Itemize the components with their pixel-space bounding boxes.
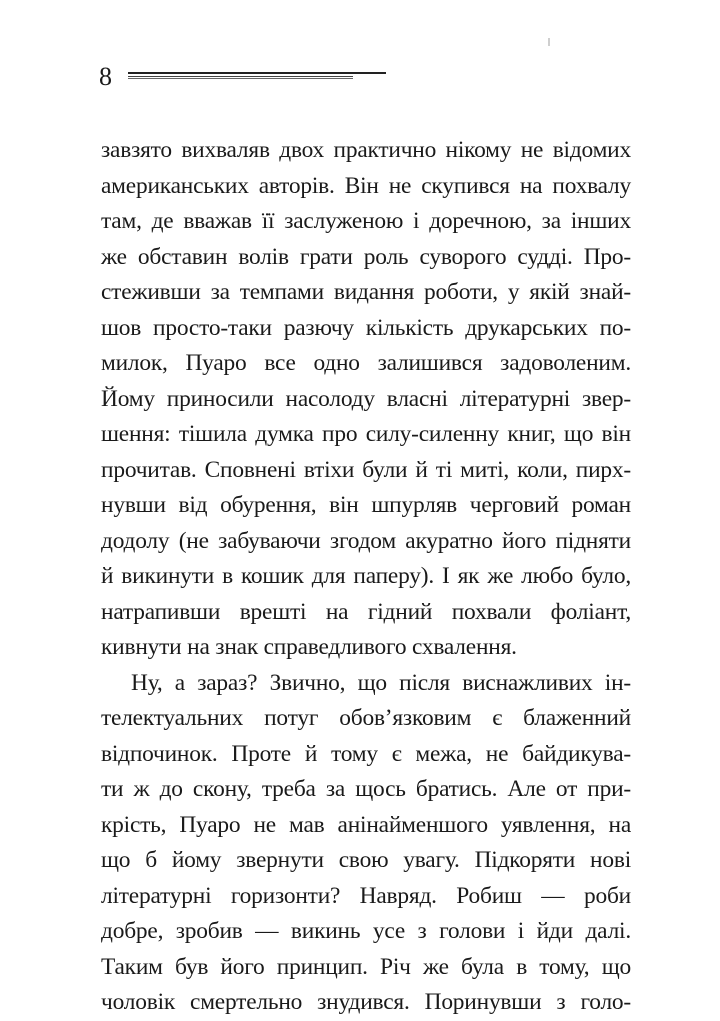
header-rule-line-1 — [128, 72, 386, 74]
text-line: літературні горизонти? Навряд. Робиш — роби — [101, 882, 631, 909]
text-line: шов просто-таки разючу кількість друкарських по- — [101, 314, 631, 341]
text-line: там, де вважав її заслуженою і доречною, за інших — [101, 208, 631, 234]
text-line: ти ж до скону, треба за щось братись. Але от при- — [101, 776, 631, 802]
scan-speck — [548, 38, 550, 46]
body-text — [101, 133, 631, 1021]
text-line: же обставин волів грати роль суворого судді. Про- — [101, 243, 631, 270]
header-rule-line-3 — [128, 78, 353, 79]
text-line: телектуальних потуг обов’язковим є блаженний — [101, 705, 631, 731]
text-line: відпочинок. Проте й тому є межа, не байдикува- — [101, 740, 631, 767]
text-line: що б йому звернути свою увагу. Підкоряти нові — [101, 847, 631, 873]
text-line: завзято вихваляв двох практично нікому не відомих — [101, 137, 631, 163]
text-line: американських авторів. Він не скупився на похвалу — [101, 172, 631, 199]
text-line: крість, Пуаро не мав анінайменшого уявлення, на — [101, 811, 631, 838]
text-line: стеживши за темпами видання роботи, у якій знай- — [101, 279, 631, 305]
text-line: нувши від обурення, він шпурляв черговий роман — [101, 492, 631, 518]
text-line: додолу (не забуваючи згодом акуратно його підняти — [101, 527, 631, 554]
paragraph-1 — [101, 133, 631, 666]
text-line: кивнути на знак справедливого схвалення. — [101, 634, 517, 660]
text-line: милок, Пуаро все одно залишився задоволеним. — [101, 350, 631, 376]
page-number: 8 — [99, 62, 112, 91]
header-rule-line-2 — [128, 76, 353, 77]
text-line: Ну, а зараз? Звично, що після виснажливих ін- — [131, 669, 631, 696]
paragraph-2 — [101, 666, 631, 1021]
text-line: й викинути в кошик для паперу). І як же любо було, — [101, 563, 631, 589]
text-line: добре, зробив — викинь усе з голови і йди далі. — [101, 918, 631, 944]
header-rule — [128, 72, 386, 79]
text-line: прочитав. Сповнені втіхи були й ті миті, коли, пирх- — [101, 456, 631, 483]
text-line: Таким був його принцип. Річ же була в тому, що — [101, 953, 631, 980]
text-line: шення: тішила думка про силу-силенну книг, що він — [101, 421, 631, 447]
text-line: натрапивши врешті на гідний похвали фоліант, — [101, 598, 631, 625]
text-line: чоловік смертельно знудився. Поринувши з голо- — [101, 989, 631, 1015]
text-line: Йому приносили насолоду власні літературні звер- — [101, 385, 631, 412]
